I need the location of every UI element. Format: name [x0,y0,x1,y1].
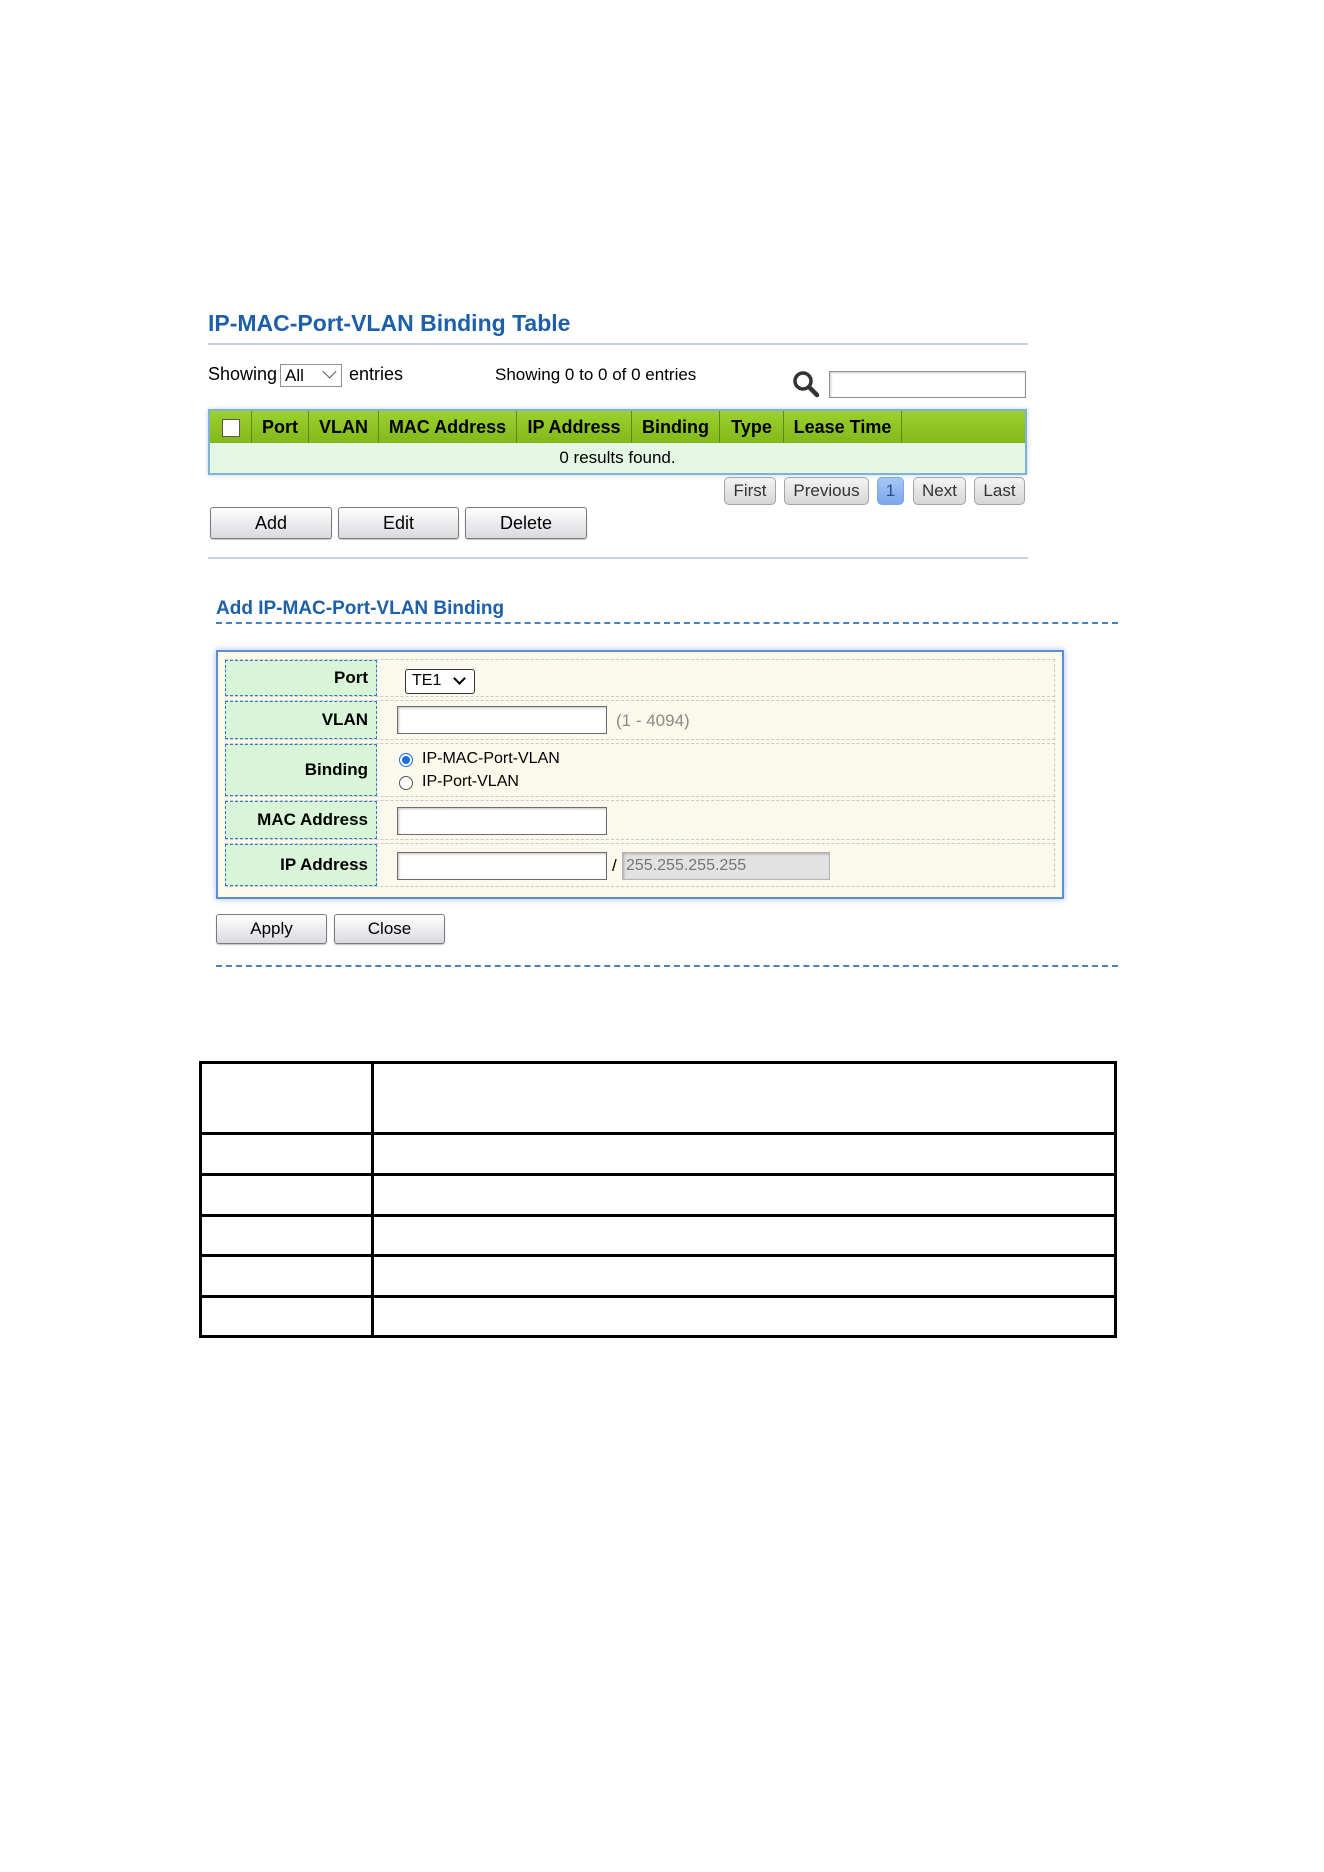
port-row [225,659,1055,697]
ip-address-input[interactable] [397,852,607,880]
chevron-down-icon [453,672,466,685]
vlan-label: VLAN [225,701,377,739]
pagination-page-1-button[interactable]: 1 [877,477,904,505]
column-header-mac-address[interactable]: MAC Address [379,411,517,443]
page-title: IP-MAC-Port-VLAN Binding Table [208,310,571,336]
add-binding-form [216,650,1064,899]
column-header-ip-address[interactable]: IP Address [517,411,632,443]
column-header-type[interactable]: Type [720,411,784,443]
table-border-right [1114,1061,1117,1338]
mac-address-input[interactable] [397,807,607,835]
pagination-first-button[interactable]: First [724,477,776,505]
column-header-lease-time[interactable]: Lease Time [784,411,902,443]
ip-address-label: IP Address [225,844,377,886]
delete-button[interactable]: Delete [465,507,587,539]
mac-address-row [225,800,1055,840]
search-input[interactable] [829,371,1026,398]
empty-results-message: 0 results found. [210,443,1025,473]
table-row-divider [199,1295,1117,1298]
apply-button[interactable]: Apply [216,914,327,944]
table-header [210,411,1025,443]
ip-address-row [225,843,1055,887]
vlan-row [225,700,1055,740]
column-header-binding[interactable]: Binding [632,411,720,443]
form-bottom-divider [216,965,1118,967]
column-header-port[interactable]: Port [252,411,309,443]
binding-table [208,409,1027,475]
binding-label: Binding [225,744,377,796]
table-border-bottom [199,1335,1117,1338]
binding-option-ip-mac-port-vlan[interactable]: IP-MAC-Port-VLAN [422,750,560,767]
form-title: Add IP-MAC-Port-VLAN Binding [216,598,505,619]
port-select[interactable] [405,669,475,694]
edit-button[interactable]: Edit [338,507,459,539]
binding-radio-ip-port-vlan[interactable] [399,776,413,790]
ip-mask-separator: / [612,856,617,875]
showing-label: Showing [208,364,278,384]
title-divider [208,343,1028,345]
column-header-vlan[interactable]: VLAN [309,411,379,443]
subnet-mask-input[interactable] [622,852,830,880]
table-column-divider [371,1061,374,1338]
binding-option-ip-port-vlan[interactable]: IP-Port-VLAN [422,773,519,790]
entries-select[interactable] [280,364,342,387]
table-row-divider [199,1132,1117,1135]
port-label: Port [225,660,377,696]
entries-label: entries [349,364,404,384]
section-divider [208,557,1028,559]
description-table [199,1061,1117,1338]
column-header-spacer [902,411,1025,443]
port-select-value: TE1 [412,672,442,689]
table-row-divider [199,1254,1117,1257]
table-row-divider [199,1214,1117,1217]
table-row-divider [199,1173,1117,1176]
close-button[interactable]: Close [334,914,445,944]
binding-row [225,743,1055,797]
entries-select-value: All [285,366,304,385]
search-icon[interactable] [792,370,820,398]
pagination-last-button[interactable]: Last [974,477,1025,505]
mac-address-label: MAC Address [225,801,377,839]
table-border-left [199,1061,202,1338]
pagination-next-button[interactable]: Next [913,477,966,505]
select-all-header [210,411,252,443]
binding-radio-ip-mac-port-vlan[interactable] [399,753,413,767]
add-button[interactable]: Add [210,507,332,539]
select-all-checkbox[interactable] [222,419,240,437]
chevron-down-icon [322,364,336,378]
table-border-top [199,1061,1117,1064]
entries-summary: Showing 0 to 0 of 0 entries [495,365,697,384]
pagination-previous-button[interactable]: Previous [784,477,869,505]
vlan-input[interactable] [397,706,607,734]
form-title-divider [216,622,1118,624]
vlan-range-hint: (1 - 4094) [616,711,690,730]
